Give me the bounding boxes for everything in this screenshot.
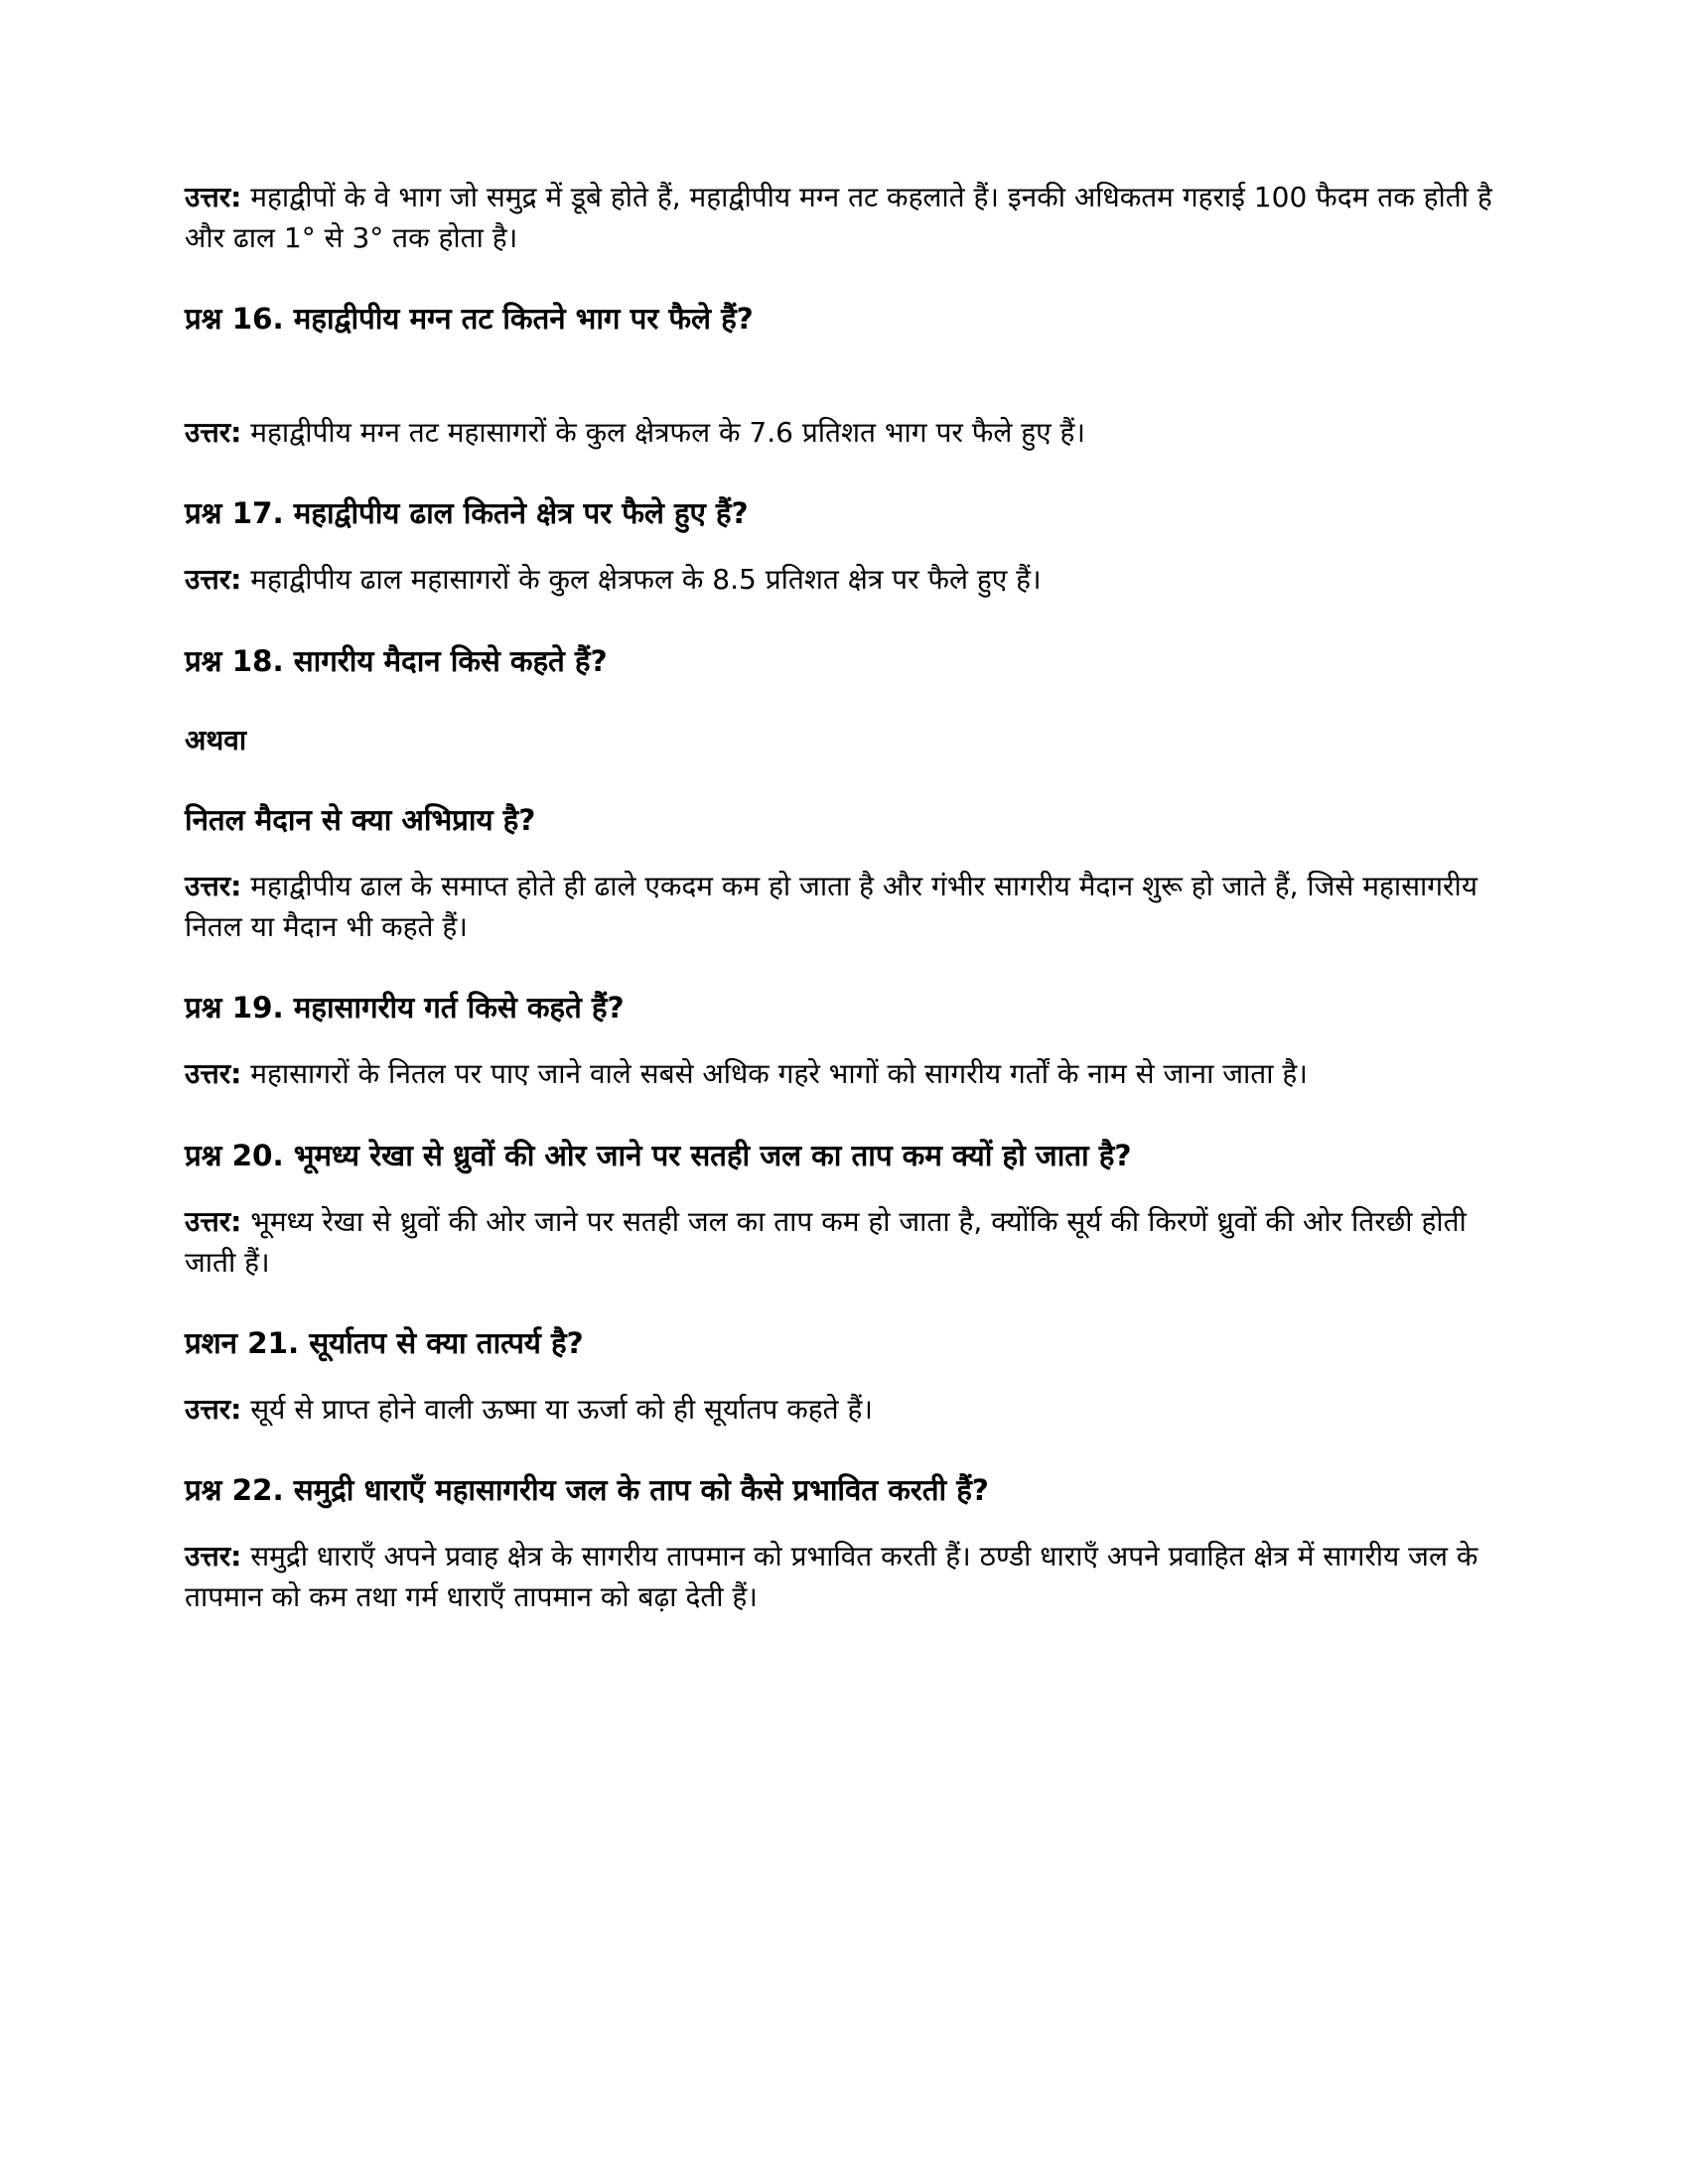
answer-text: महाद्वीपीय ढाल महासागरों के कुल क्षेत्रफल के 8.5 प्रतिशत क्षेत्र पर फैले हुए हैं।	[241, 563, 1042, 597]
question-heading-22: प्रश्न 22. समुद्री धाराएँ महासागरीय जल के ताप को कैसे प्रभावित करती हैं?	[185, 1472, 989, 1507]
answer-label: उत्तर:	[185, 1392, 242, 1426]
question-heading-20: प्रश्न 20. भूमध्य रेखा से ध्रुवों की ओर जाने पर सतही जल का ताप कम क्यों हो जाता है?	[185, 1138, 1132, 1172]
answer-text: महाद्वीपों के वे भाग जो समुद्र में डूबे होते हैं, महाद्वीपीय मग्न तट कहलाते हैं। इनकी अधिकतम गहराई 100 फैदम तक होती है और ढाल 1° से 3° तक होता है।	[185, 181, 1492, 255]
question-heading-18: प्रश्न 18. सागरीय मैदान किसे कहते हैं?	[185, 643, 608, 678]
question-heading-17: प्रश्न 17. महाद्वीपीय ढाल कितने क्षेत्र पर फैले हुए हैं?	[185, 496, 749, 531]
answer-label: उत्तर:	[185, 870, 242, 903]
question-heading-19: प्रश्न 19. महासागरीय गर्त किसे कहते हैं?	[185, 991, 625, 1025]
answer-paragraph	[185, 1053, 1505, 1094]
document-body	[185, 177, 1505, 1617]
answer-paragraph	[185, 412, 1505, 453]
answer-paragraph	[185, 1201, 1505, 1283]
answer-paragraph	[185, 177, 1505, 258]
answer-text: समुद्री धाराएँ अपने प्रवाह क्षेत्र के सागरीय तापमान को प्रभावित करती हैं। ठण्डी धाराएँ अपने प्रवाहित क्षेत्र में सागरीय जल के तापमान को कम तथा गर्म धाराएँ तापमान को बढ़ा देती हैं।	[185, 1539, 1478, 1614]
question-heading-21: प्रशन 21. सूर्यातप से क्या तात्पर्य है?	[185, 1325, 584, 1360]
answer-label: उत्तर:	[185, 416, 242, 450]
answer-label: उत्तर:	[185, 1539, 242, 1572]
answer-text: महाद्वीपीय ढाल के समाप्त होते ही ढाले एकदम कम हो जाता है और गंभीर सागरीय मैदान शुरू हो जाते हैं, जिसे महासागरीय नितल या मैदान भी कहते हैं।	[185, 870, 1477, 944]
answer-text: महाद्वीपीय मग्न तट महासागरों के कुल क्षेत्रफल के 7.6 प्रतिशत भाग पर फैले हुए हैं।	[241, 416, 1085, 450]
answer-label: उत्तर:	[185, 1204, 242, 1238]
answer-text: महासागरों के नितल पर पाए जाने वाले सबसे अधिक गहरे भागों को सागरीय गर्तों के नाम से जाना जाता है।	[241, 1057, 1308, 1091]
question-heading-18-alternative: नितल मैदान से क्या अभिप्राय है?	[185, 803, 536, 838]
answer-paragraph	[185, 866, 1505, 947]
answer-label: उत्तर:	[185, 181, 242, 213]
answer-paragraph	[185, 559, 1505, 600]
answer-label: उत्तर:	[185, 1057, 242, 1091]
question-heading-16: प्रश्न 16. महाद्वीपीय मग्न तट कितने भाग पर फैले हैं?	[185, 302, 754, 337]
alternative-label: अथवा	[185, 724, 247, 757]
answer-paragraph	[185, 1389, 1505, 1430]
answer-text: सूर्य से प्राप्त होने वाली ऊष्मा या ऊर्जा को ही सूर्यातप कहते हैं।	[241, 1392, 873, 1426]
answer-label: उत्तर:	[185, 563, 242, 597]
answer-text: भूमध्य रेखा से ध्रुवों की ओर जाने पर सतही जल का ताप कम हो जाता है, क्योंकि सूर्य की किरणें ध्रुवों की ओर तिरछी होती जाती हैं।	[185, 1204, 1467, 1279]
answer-paragraph	[185, 1536, 1505, 1617]
